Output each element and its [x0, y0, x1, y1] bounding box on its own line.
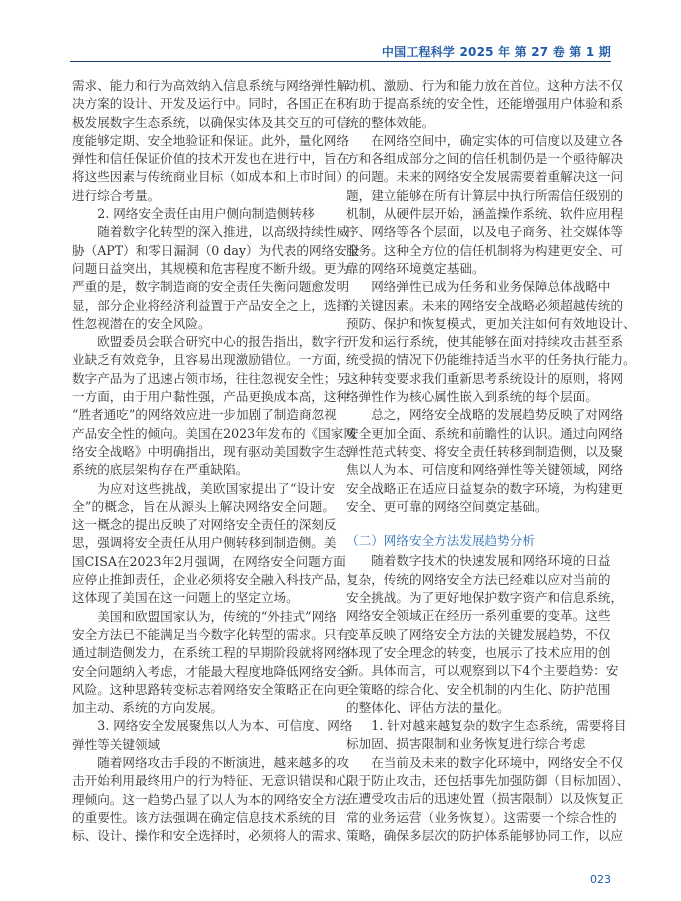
text-line: 的关键因素。未来的网络安全战略必须超越传统的: [346, 297, 624, 313]
text-line: 业缺乏有效竞争，且容易出现激励错位。一方面，: [72, 352, 350, 368]
text-line: 标、设计、操作和安全选择时，必须将人的需求、: [72, 828, 350, 844]
paragraph: [72, 223, 360, 333]
text-line: 在网络空间中，确定实体的可信度以及建立各: [371, 132, 624, 148]
text-line: 复杂，传统的网络安全方法已经难以应对当前的: [346, 571, 611, 587]
paragraph: [72, 333, 356, 479]
text-line: 常的业务运营（业务恢复）。这需要一个综合性的: [346, 809, 617, 825]
text-line: 问题日益突出，其规模和危害程度不断升级。更为: [72, 260, 350, 276]
text-line: 策略，确保多层次的防护体系能够协同工作，以应: [346, 827, 624, 843]
paragraph: [72, 754, 350, 845]
section-heading: （二）网络安全方法发展趋势分析: [346, 533, 535, 549]
text-line: 在遭受攻击后的迅速处置（损害限制）以及恢复正: [346, 791, 624, 807]
text-line: 网络安全领域正在经历一系列重要的变革。这些: [346, 608, 611, 624]
text-line: 有助于提高系统的安全性，还能增强用户体验和系: [346, 96, 624, 112]
text-line: 的整体化、评估方法的量化。: [346, 699, 510, 715]
text-line: 全”的概念，旨在从源头上解决网络安全问题。: [72, 498, 335, 514]
text-line: 国CISA在2023年2月强调，在网络安全问题方面: [72, 553, 346, 569]
paragraph: [72, 480, 350, 608]
paragraph: [346, 754, 630, 845]
text-line: 击开始利用最终用户的行为特征、无意识错误和心: [72, 773, 350, 789]
text-line: 加主动、系统的方向发展。: [72, 700, 224, 716]
journal-header: 中国工程科学 2025 年 第 27 卷 第 1 期: [381, 45, 611, 59]
text-line: 网络弹性已成为任务和业务保障总体战略中: [371, 279, 611, 295]
text-line: 通过制造侧发力，在系统工程的早期阶段就将网络: [72, 645, 350, 661]
text-line: 安全问题纳入考虑，才能最大程度地降低网络安全: [72, 663, 350, 679]
text-line: 在当前及未来的数字化环境中，网络安全不仅: [371, 754, 624, 770]
text-line: 这体现了美国在这一问题上的坚定立场。: [72, 590, 299, 606]
paragraph: [72, 205, 335, 223]
text-line: 服务。这种全方位的信任机制将为构建更安全、可: [346, 242, 624, 258]
text-line: 决方案的设计、开发及运行中。同时，各国正在积: [72, 96, 350, 112]
text-line: 总之，网络安全战略的发展趋势反映了对网络: [371, 407, 624, 423]
text-line: 方和各组成部分之间的信任机制仍是一个亟待解决: [346, 151, 624, 167]
text-line: 安全更加全面、系统和前瞻性的认识。通过向网络: [346, 425, 624, 441]
text-line: 度能够定期、安全地验证和保证。此外，量化网络: [72, 132, 350, 148]
paragraph: [346, 717, 627, 754]
text-line: 进行综合考量。: [72, 187, 161, 203]
paragraph: [346, 77, 624, 132]
text-line: 安全挑战。为了更好地保护数字资产和信息系统，: [346, 590, 624, 606]
text-line: 欧盟委员会联合研究中心的报告指出，数字行: [97, 334, 350, 350]
text-line: 理倾向。这一趋势凸显了以人为本的网络安全方法: [72, 791, 350, 807]
text-line: 随着数字化转型的深入推进，以高级持续性威: [97, 224, 350, 240]
text-line: 一方面，由于用户黏性强，产品更换成本高，这种: [72, 389, 350, 405]
text-line: 标加固、损害限制和业务恢复进行综合考虑: [346, 736, 586, 752]
text-line: 数字产品为了迅速占领市场，往往忽视安全性；另: [72, 370, 350, 386]
text-line: 弹性和信任保证价值的技术开发也在进行中，旨在: [72, 151, 350, 167]
text-line: 安全、更可靠的网络空间奠定基础。: [346, 498, 548, 514]
text-line: 题，建立能够在所有计算层中执行所需信任级别的: [346, 187, 624, 203]
paragraph: [72, 717, 353, 754]
text-line: 美国和欧盟国家认为，传统的“外挂式”网络: [97, 608, 337, 624]
text-line: 靠的网络环境奠定基础。: [346, 260, 485, 276]
page-number: 023: [590, 873, 611, 886]
text-line: 的问题。未来的网络安全发展需要着重解决这一问: [346, 169, 624, 185]
text-line: 为应对这些挑战，美欧国家提出了“设计安: [97, 480, 335, 496]
text-line: 新。具体而言，可以观察到以下4个主要趋势：安: [346, 663, 619, 679]
text-line: 统的整体效能。: [346, 114, 435, 130]
paragraph: [346, 132, 624, 278]
text-line: 随着网络攻击手段的不断演进，越来越多的攻: [97, 754, 350, 770]
text-line: 安全方法已不能满足当今数字化转型的需求。只有: [72, 626, 350, 642]
text-line: 的重要性。该方法强调在确定信息技术系统的目: [72, 809, 337, 825]
text-line: 序、网络等各个层面，以及电子商务、社交媒体等: [346, 224, 624, 240]
text-line: 显，部分企业将经济利益置于产品安全之上，选择: [72, 297, 350, 313]
text-line: 全策略的综合化、安全机制的内生化、防护范围: [346, 681, 611, 697]
text-line: 3. 网络安全发展聚焦以人为本、可信度、网络: [97, 718, 353, 734]
text-line: 需求、能力和行为高效纳入信息系统与网络弹性解: [72, 78, 350, 93]
text-line: 开发和运行系统，使其能够在面对持续攻击甚至系: [346, 334, 624, 350]
text-line: 安全战略正在适应日益复杂的数字环境，为构建更: [346, 480, 624, 496]
text-line: 统受损的情况下仍能维持适当水平的任务执行能力。: [346, 352, 636, 368]
text-line: 限于防止攻击，还包括事先加强防御（目标加固）、: [346, 772, 630, 788]
text-line: 动机、激励、行为和能力放在首位。这种方法不仅: [346, 78, 624, 93]
text-line: 1. 针对越来越复杂的数字生态系统，需要将目: [371, 718, 627, 734]
header-rule: [70, 61, 611, 62]
paragraph: [72, 77, 350, 205]
text-line: 弹性等关键领域: [72, 736, 161, 752]
paragraph: [346, 406, 624, 516]
paragraph: [346, 278, 636, 406]
text-line: 体现了安全理念的转变，也展示了技术应用的创: [346, 644, 611, 660]
text-line: 焦以人为本、可信度和网络弹性等关键领域，网络: [346, 462, 624, 478]
right-column: [346, 77, 636, 845]
text-line: 预防、保护和恢复模式，更加关注如何有效地设计、: [346, 315, 636, 331]
left-column: [72, 77, 360, 845]
text-line: 系统的底层架构存在严重缺陷。: [72, 462, 249, 478]
text-line: 应停止推卸责任，企业必须将安全融入科技产品，: [72, 572, 350, 588]
text-line: 风险。这种思路转变标志着网络安全策略正在向更: [72, 681, 350, 697]
text-line: 这一概念的提出反映了对网络安全责任的深刻反: [72, 517, 337, 533]
text-line: 络弹性作为核心属性嵌入到系统的每个层面。: [346, 389, 598, 405]
text-line: 机制，从硬件层开始，涵盖操作系统、软件应用程: [346, 206, 624, 222]
text-line: “胜者通吃”的网络效应进一步加剧了制造商忽视: [72, 407, 337, 423]
text-line: 这种转变要求我们重新思考系统设计的原则，将网: [346, 370, 624, 386]
paragraph: [72, 608, 350, 718]
text-line: 变革反映了网络安全方法的关键发展趋势，不仅: [346, 626, 611, 642]
text-line: 将这些因素与传统商业目标（如成本和上市时间）: [72, 169, 350, 185]
paragraph: [346, 552, 624, 717]
text-line: 严重的是，数字制造商的安全责任失衡问题愈发明: [72, 279, 350, 295]
text-line: 思，强调将安全责任从用户侧转移到制造侧。美: [72, 535, 337, 551]
text-line: 胁（APT）和零日漏洞（0 day）为代表的网络安全: [72, 242, 360, 258]
text-line: 弹性范式转变、将安全责任转移到制造侧，以及聚: [346, 443, 624, 459]
text-line: 2. 网络安全责任由用户侧向制造侧转移: [97, 206, 315, 222]
text-line: 性忽视潜在的安全风险。: [72, 315, 211, 331]
text-line: 极发展数字生态系统，以确保实体及其交互的可信: [72, 114, 350, 130]
text-line: 随着数字技术的快速发展和网络环境的日益: [371, 553, 611, 569]
text-line: 络安全战略》中明确指出，现有驱动美国数字生态: [72, 443, 350, 459]
text-line: 产品安全性的倾向。美国在2023年发布的《国家网: [72, 425, 356, 441]
